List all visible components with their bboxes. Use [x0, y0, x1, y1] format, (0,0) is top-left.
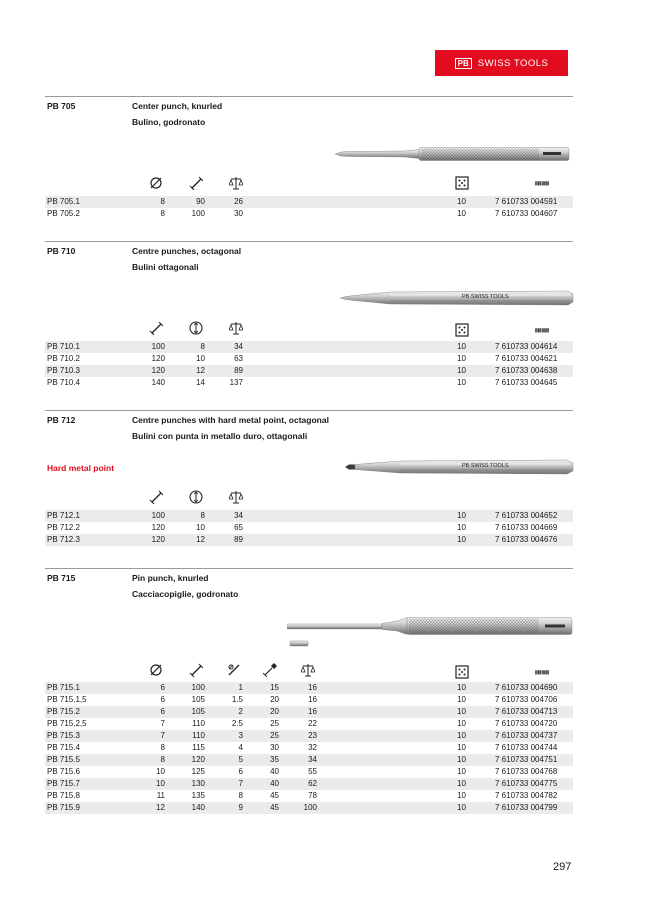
product-code: PB 715: [47, 573, 76, 583]
cell-value: 20: [270, 707, 279, 716]
ean-code: 7 610733 004775: [495, 779, 558, 788]
article-number: PB 712.2: [47, 523, 80, 532]
cell-value: 10: [196, 354, 205, 363]
cell-value: 11: [156, 791, 165, 800]
cell-value: 6: [160, 683, 165, 692]
article-number: PB 715.1,5: [47, 695, 87, 704]
cell-value: 7: [238, 779, 243, 788]
pack-qty: 10: [457, 803, 466, 812]
product-title-it: Cacciacopiglie, godronato: [132, 589, 239, 599]
cell-value: 135: [191, 791, 205, 800]
article-number: PB 715.2,5: [47, 719, 87, 728]
section-pb715: [45, 568, 573, 828]
ean-code: 7 610733 004768: [495, 767, 558, 776]
cell-value: 15: [270, 683, 279, 692]
hard-metal-note: Hard metal point: [47, 463, 115, 473]
cell-value: 34: [308, 755, 317, 764]
center-punch-octagonal-image: [340, 289, 575, 307]
barcode-icon: [535, 323, 575, 337]
pack-qty: 10: [457, 535, 466, 544]
table-row: [45, 534, 573, 546]
ean-code: 7 610733 004638: [495, 366, 558, 375]
table-row: [45, 365, 573, 377]
weight-icon: [301, 663, 315, 677]
article-number: PB 715.1: [47, 683, 80, 692]
cell-value: 7: [160, 731, 165, 740]
package-quantity-icon: [455, 323, 469, 337]
article-number: PB 715.2: [47, 707, 80, 716]
cell-value: 115: [192, 743, 205, 752]
article-number: PB 710.1: [47, 342, 80, 351]
cell-value: 14: [196, 378, 205, 387]
table-row: [45, 754, 573, 766]
package-quantity-icon: [455, 665, 469, 679]
table-row: [45, 718, 573, 730]
article-number: PB 705.2: [47, 209, 80, 218]
cell-value: 137: [229, 378, 243, 387]
cell-value: 105: [191, 695, 205, 704]
cell-value: 2: [238, 707, 243, 716]
cell-value: 125: [191, 767, 205, 776]
table-row: [45, 510, 573, 522]
cell-value: 35: [270, 755, 279, 764]
pack-qty: 10: [457, 779, 466, 788]
cell-value: 23: [308, 731, 317, 740]
pack-qty: 10: [457, 523, 466, 532]
cell-value: 8: [160, 755, 165, 764]
cell-value: 8: [238, 791, 243, 800]
length-icon: [149, 490, 163, 504]
cell-value: 8: [200, 511, 205, 520]
cell-value: 30: [270, 743, 279, 752]
length-icon: [149, 321, 163, 335]
cell-value: 34: [234, 511, 243, 520]
product-table: [45, 196, 573, 220]
cell-value: 100: [191, 683, 205, 692]
cell-value: 12: [156, 803, 165, 812]
table-row: [45, 353, 573, 365]
cell-value: 10: [196, 523, 205, 532]
pack-qty: 10: [457, 366, 466, 375]
article-number: PB 710.3: [47, 366, 80, 375]
product-table: [45, 510, 573, 546]
tip-length-icon: [263, 663, 277, 677]
pack-qty: 10: [457, 695, 466, 704]
table-row: [45, 790, 573, 802]
product-title-it: Bulino, godronato: [132, 117, 206, 127]
cell-value: 45: [270, 791, 279, 800]
cell-value: 1.5: [231, 695, 243, 704]
cell-value: 105: [191, 707, 205, 716]
pack-qty: 10: [457, 354, 466, 363]
product-title-en: Centre punches with hard metal point, octagonal: [132, 415, 329, 425]
diameter-icon: [149, 663, 163, 677]
brand-logo: [435, 50, 568, 76]
cell-value: 63: [234, 354, 243, 363]
article-number: PB 715.4: [47, 743, 80, 752]
cell-value: 100: [191, 209, 205, 218]
ean-code: 7 610733 004669: [495, 523, 558, 532]
ean-code: 7 610733 004799: [495, 803, 558, 812]
cell-value: 34: [234, 342, 243, 351]
section-divider: [45, 96, 573, 97]
cell-value: 9: [238, 803, 243, 812]
cell-value: 32: [308, 743, 317, 752]
table-row: [45, 778, 573, 790]
pack-qty: 10: [457, 378, 466, 387]
cell-value: 45: [270, 803, 279, 812]
table-row: [45, 694, 573, 706]
cell-value: 8: [200, 342, 205, 351]
length-icon: [189, 663, 203, 677]
cell-value: 30: [234, 209, 243, 218]
length-icon: [189, 176, 203, 190]
table-row: [45, 682, 573, 694]
article-number: PB 712.1: [47, 511, 80, 520]
weight-icon: [229, 321, 243, 335]
table-row: [45, 766, 573, 778]
product-title-it: Bulini ottagonali: [132, 262, 199, 272]
tool-engraving: PB SWISS TOOLS: [462, 294, 509, 300]
cell-value: 16: [308, 683, 317, 692]
product-title-en: Center punch, knurled: [132, 101, 223, 111]
cell-value: 120: [151, 354, 165, 363]
cell-value: 120: [151, 366, 165, 375]
table-row: [45, 730, 573, 742]
product-table: [45, 341, 573, 389]
ean-code: 7 610733 004713: [495, 707, 558, 716]
cell-value: 10: [156, 779, 165, 788]
ean-code: 7 610733 004751: [495, 755, 558, 764]
cell-value: 110: [192, 731, 205, 740]
brand-name: SWISS TOOLS: [477, 57, 549, 69]
table-row: [45, 341, 573, 353]
cell-value: 140: [151, 378, 165, 387]
ean-code: 7 610733 004614: [495, 342, 558, 351]
pack-qty: 10: [457, 755, 466, 764]
product-title-en: Pin punch, knurled: [132, 573, 209, 583]
pin-punch-knurled-image: [287, 616, 577, 656]
pack-qty: 10: [457, 209, 466, 218]
article-number: PB 710.2: [47, 354, 80, 363]
cell-value: 78: [308, 791, 317, 800]
pack-qty: 10: [457, 719, 466, 728]
pack-qty: 10: [457, 511, 466, 520]
cell-value: 16: [308, 695, 317, 704]
section-divider: [45, 410, 573, 411]
article-number: PB 715.7: [47, 779, 80, 788]
table-row: [45, 706, 573, 718]
cell-value: 6: [160, 695, 165, 704]
pack-qty: 10: [457, 683, 466, 692]
ean-code: 7 610733 004782: [495, 791, 558, 800]
product-code: PB 705: [47, 101, 76, 111]
pack-qty: 10: [457, 197, 466, 206]
cell-value: 89: [234, 535, 243, 544]
pack-qty: 10: [457, 767, 466, 776]
cell-value: 25: [270, 731, 279, 740]
brand-badge: PB: [455, 58, 472, 69]
cell-value: 12: [196, 366, 205, 375]
cell-value: 2.5: [231, 719, 243, 728]
cell-value: 89: [234, 366, 243, 375]
cell-value: 8: [160, 743, 165, 752]
cell-value: 3: [238, 731, 243, 740]
section-divider: [45, 568, 573, 569]
cell-value: 140: [191, 803, 205, 812]
product-code: PB 710: [47, 246, 76, 256]
ean-code: 7 610733 004591: [495, 197, 558, 206]
ean-code: 7 610733 004652: [495, 511, 558, 520]
section-pb705: [45, 96, 573, 226]
cell-value: 100: [151, 342, 165, 351]
center-punch-hard-metal-image: [345, 458, 575, 476]
cell-value: 120: [151, 535, 165, 544]
section-divider: [45, 241, 573, 242]
article-number: PB 715.8: [47, 791, 80, 800]
barcode-icon: [535, 176, 575, 190]
table-row: [45, 522, 573, 534]
cell-value: 40: [270, 767, 279, 776]
table-row: [45, 802, 573, 814]
cell-value: 6: [238, 767, 243, 776]
cell-value: 22: [308, 719, 317, 728]
product-title-en: Centre punches, octagonal: [132, 246, 242, 256]
center-punch-knurled-image: [335, 146, 575, 162]
cell-value: 40: [270, 779, 279, 788]
cell-value: 8: [160, 209, 165, 218]
article-number: PB 715.5: [47, 755, 80, 764]
cell-value: 62: [308, 779, 317, 788]
product-title-it: Bulini con punta in metallo duro, ottagonali: [132, 431, 308, 441]
cell-value: 20: [270, 695, 279, 704]
article-number: PB 715.3: [47, 731, 80, 740]
cell-value: 26: [234, 197, 243, 206]
cell-value: 1: [238, 683, 243, 692]
ean-code: 7 610733 004607: [495, 209, 558, 218]
cell-value: 100: [151, 511, 165, 520]
article-number: PB 715.6: [47, 767, 80, 776]
ean-code: 7 610733 004645: [495, 378, 558, 387]
cell-value: 8: [160, 197, 165, 206]
table-row: [45, 208, 573, 220]
octagon-width-icon: [189, 321, 203, 335]
article-number: PB 710.4: [47, 378, 80, 387]
ean-code: 7 610733 004720: [495, 719, 558, 728]
weight-icon: [229, 176, 243, 190]
table-row: [45, 196, 573, 208]
cell-value: 5: [238, 755, 243, 764]
section-pb710: [45, 241, 573, 391]
ean-code: 7 610733 004676: [495, 535, 558, 544]
ean-code: 7 610733 004737: [495, 731, 558, 740]
product-table: [45, 682, 573, 814]
cell-value: 65: [234, 523, 243, 532]
article-number: PB 715.9: [47, 803, 80, 812]
cell-value: 7: [160, 719, 165, 728]
pack-qty: 10: [457, 731, 466, 740]
octagon-width-icon: [189, 490, 203, 504]
cell-value: 4: [238, 743, 243, 752]
cell-value: 12: [196, 535, 205, 544]
pack-qty: 10: [457, 342, 466, 351]
article-number: PB 705.1: [47, 197, 80, 206]
cell-value: 6: [160, 707, 165, 716]
cell-value: 120: [191, 755, 205, 764]
cell-value: 110: [192, 719, 205, 728]
cell-value: 10: [156, 767, 165, 776]
product-code: PB 712: [47, 415, 76, 425]
cell-value: 16: [308, 707, 317, 716]
article-number: PB 712.3: [47, 535, 80, 544]
section-pb712: [45, 410, 573, 550]
pack-qty: 10: [457, 743, 466, 752]
tool-engraving: PB SWISS TOOLS: [462, 463, 509, 469]
barcode-icon: [535, 665, 575, 679]
tip-diameter-icon: [227, 663, 241, 677]
cell-value: 130: [191, 779, 205, 788]
ean-code: 7 610733 004706: [495, 695, 558, 704]
ean-code: 7 610733 004744: [495, 743, 558, 752]
table-row: [45, 742, 573, 754]
diameter-icon: [149, 176, 163, 190]
cell-value: 25: [270, 719, 279, 728]
pack-qty: 10: [457, 707, 466, 716]
ean-code: 7 610733 004690: [495, 683, 558, 692]
weight-icon: [229, 490, 243, 504]
cell-value: 55: [308, 767, 317, 776]
pack-qty: 10: [457, 791, 466, 800]
cell-value: 100: [303, 803, 317, 812]
table-row: [45, 377, 573, 389]
page-number: 297: [553, 861, 572, 873]
cell-value: 120: [151, 523, 165, 532]
package-quantity-icon: [455, 176, 469, 190]
ean-code: 7 610733 004621: [495, 354, 558, 363]
cell-value: 90: [196, 197, 205, 206]
